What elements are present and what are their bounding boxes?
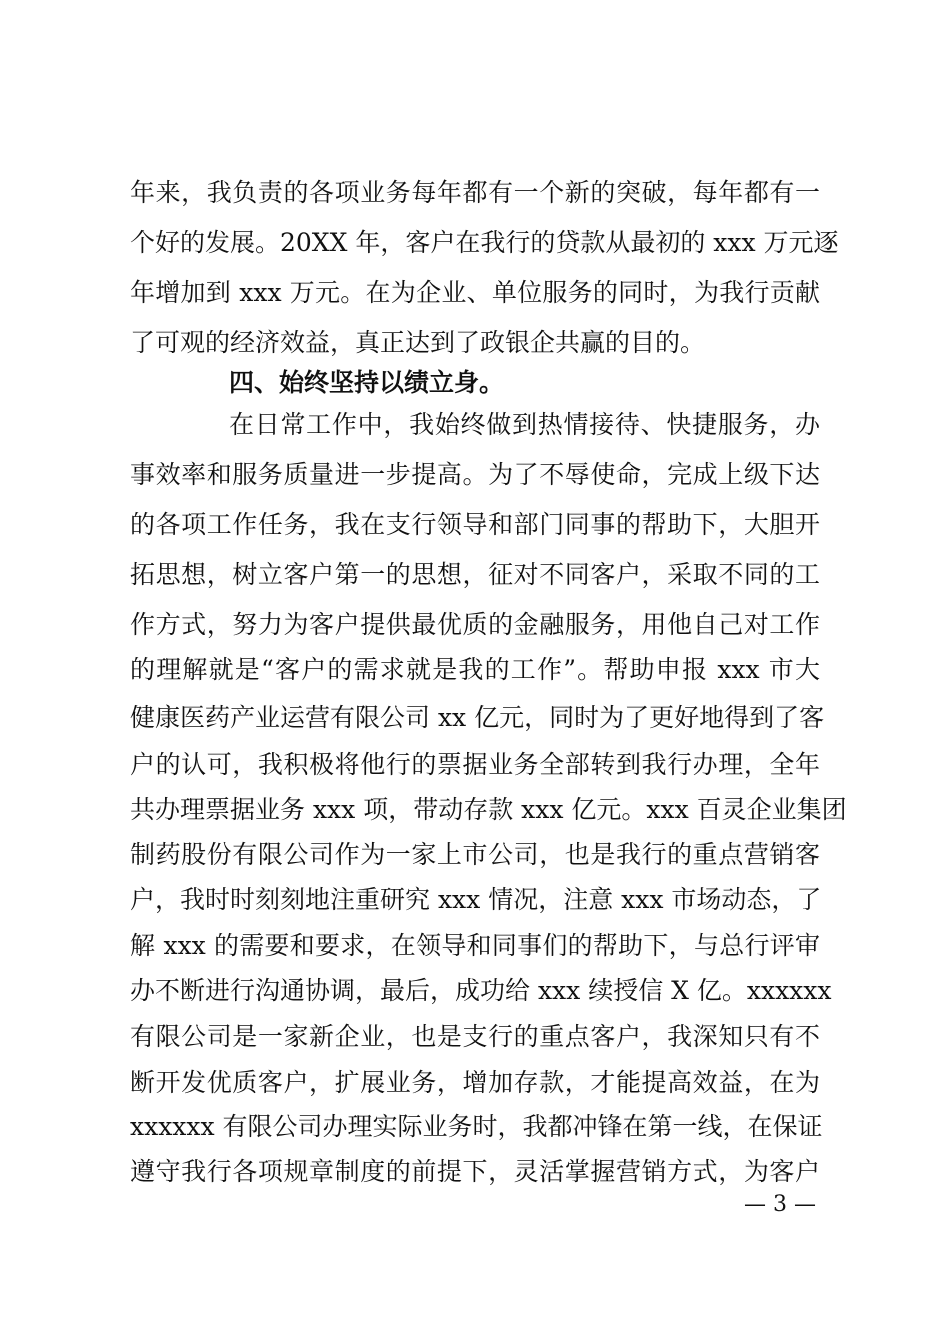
paragraph-line: 个好的发展。20XX 年，客户在我行的贷款从最初的 xxx 万元逐 xyxy=(130,228,839,257)
paragraph-line: 作方式，努力为客户提供最优质的金融服务，用他自己对工作 xyxy=(130,610,820,639)
paragraph-line: 了可观的经济效益，真正达到了政银企共赢的目的。 xyxy=(130,328,706,357)
paragraph-line: 制药股份有限公司作为一家上市公司，也是我行的重点营销客 xyxy=(130,840,820,869)
paragraph-line: xxxxxx 有限公司办理实际业务时，我都冲锋在第一线，在保证 xyxy=(130,1112,823,1141)
paragraph-line: 的理解就是“客户的需求就是我的工作”。帮助申报 xxx 市大 xyxy=(130,655,820,684)
paragraph-line: 年增加到 xxx 万元。在为企业、单位服务的同时，为我行贡献 xyxy=(130,278,820,307)
section-heading: 四、始终坚持以绩立身。 xyxy=(229,368,505,397)
paragraph-line: 遵守我行各项规章制度的前提下，灵活掌握营销方式，为客户 xyxy=(130,1157,820,1186)
paragraph-line: 在日常工作中，我始终做到热情接待、快捷服务，办 xyxy=(229,410,820,439)
paragraph-line: 的各项工作任务，我在支行领导和部门同事的帮助下，大胆开 xyxy=(130,510,820,539)
paragraph-line: 事效率和服务质量进一步提高。为了不辱使命，完成上级下达 xyxy=(130,460,820,489)
paragraph-line: 解 xxx 的需要和要求，在领导和同事们的帮助下，与总行评审 xyxy=(130,931,820,960)
paragraph-line: 拓思想，树立客户第一的思想，征对不同客户，采取不同的工 xyxy=(130,560,820,589)
paragraph-line: 共办理票据业务 xxx 项，带动存款 xxx 亿元。xxx 百灵企业集团 xyxy=(130,795,847,824)
paragraph-line: 健康医药产业运营有限公司 xx 亿元，同时为了更好地得到了客 xyxy=(130,703,825,732)
paragraph-line: 有限公司是一家新企业，也是支行的重点客户，我深知只有不 xyxy=(130,1022,820,1051)
page-number: — 3 — xyxy=(744,1192,816,1217)
paragraph-line: 年来，我负责的各项业务每年都有一个新的突破，每年都有一 xyxy=(130,178,820,207)
paragraph-line: 断开发优质客户，扩展业务，增加存款，才能提高效益，在为 xyxy=(130,1068,820,1097)
paragraph-line: 户，我时时刻刻地注重研究 xxx 情况，注意 xxx 市场动态，了 xyxy=(130,885,822,914)
paragraph-line: 户的认可，我积极将他行的票据业务全部转到我行办理，全年 xyxy=(130,750,820,779)
paragraph-line: 办不断进行沟通协调，最后，成功给 xxx 续授信 X 亿。xxxxxx xyxy=(130,976,832,1005)
